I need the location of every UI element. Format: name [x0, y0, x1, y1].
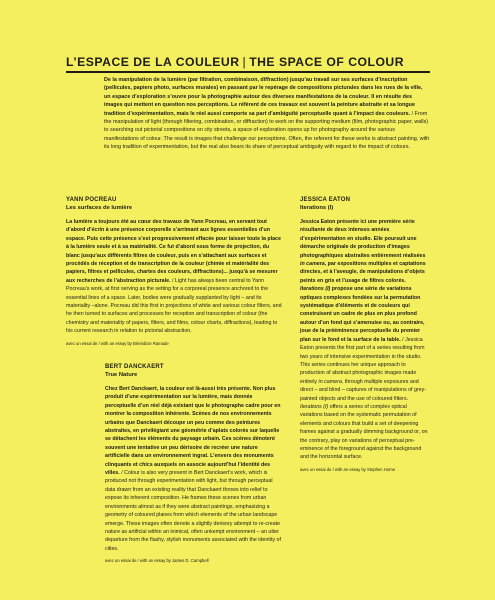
- text-french: La lumière a toujours été au cœur des travaux de Yann Pocreau, en servant tout d’abord d’écrin à une présence corporelle s’arrimant aux lignes essentielles d’un espace. Puis cette présence s’est progressivement effacée pour laisser toute la place à la lumière seule et à sa matérialité. Ce fut d’abord sous forme de projection, du blanc jusqu’aux différents filtres de couleur, puis en s’attachant aux surfaces et procédés de réception et de transcription de la couleur (chimie et matérialité des papiers, filtres et pellicules, chartes des couleurs, diffractions)... jusqu’à se mesurer aux recherches de l’abstraction picturale.: [66, 219, 281, 284]
- intro-french: De la manipulation de la lumière (par filtration, combinaison, diffraction) jusqu’au travail sur ses surfaces d’inscription (pellicules, papiers photo, surfaces murales) en passant par le repérage de compositions picturales dans les rues de la ville, un espace d’exploration s’ouvre pour la photographie autour des diverses manifestations de la couleur. Il en résulte des images qui mettent en question nos perceptions. Le référent de ces travaux est souvent la peinture abstraite et sa longue tradition d’expérimentation, mais le réel aussi comporte sa part d’ambiguïté perceptuelle quant à l’impact des couleurs.: [104, 77, 423, 117]
- danckaert-text: [105, 385, 282, 553]
- text-fragment: , par expositions multiples et captations directes, et à l’aveugle, de manipulations d’objets peints en gris et l’usage de filtres colorés.: [300, 261, 426, 284]
- project-title: True Nature: [105, 372, 138, 378]
- eaton-section: [300, 196, 430, 473]
- italic-term: in camera: [318, 378, 342, 385]
- text-french: [300, 219, 426, 343]
- introduction: [104, 76, 430, 152]
- text-french: Chez Bert Danckaert, la couleur est là-aussi très présente. Non plus produit d’une expérimentation sur la lumière, mais donnée perceptuelle d’un réel déjà existant que le photographe cadre pour en montrer la composition inhérente. Scènes de nos environnements urbains que Danckaert découpe un peu comme des peintures abstraites, en privilégiant une géométrie d’aplats colorés sur laquelle se détachent les éléments du paysage urbain. Ces scènes dénotent souvent une tentative un peu dérisoire de recréer une nature artificielle dans un environnement ingrat. L’envers des monuments clinquants et chics auxquels on associe aujourd’hui l’identité des villes.: [105, 386, 281, 477]
- project-title: Les surfaces de lumière: [66, 205, 133, 211]
- project-title: Iterations (I): [300, 205, 334, 211]
- title-french: L’ESPACE DE LA COULEUR: [66, 55, 240, 69]
- essay-credit: avec un essai de / with an essay by Stephen Horne: [300, 466, 396, 472]
- text-fragment: propose une série de variations optiques complexes fondées sur la permutation systématique d’éléments et de couleurs qui construisent un cadre de plus en plus profond autour d’un fond qui s’amenuise ou, au contraire, joue de la prééminence perceptuelle du premier plan sur le fond et la surface de la table.: [300, 286, 425, 343]
- page-title: [66, 55, 436, 69]
- italic-term: Iterations (I): [300, 286, 331, 293]
- essay-credit: avec un essai de / with an essay by Bénédicte Ramade: [66, 340, 169, 346]
- danckaert-section: [105, 363, 282, 564]
- text-english: / Light has always been central to Yann Pocreau’s work, at first serving as the setting for a corporeal presence anchored to the essential lines of a space. Later, bodies were gradually supplanted by light – and its materiality –alone. Pocreau did this first in projections of white and various colour filters, and he then turned to surfaces and processes for reception and transcription of colour (the chemistry and materiality of papers, filters, and films, colour charts, diffractions), leading to his current research in relation to pictorial abstraction.: [66, 277, 282, 335]
- text-fragment: Jessica Eaton présente ici une première série résultante de deux intenses années d’expérimentation en studio. Elle poursuit une démarche originale de production d’images photographiques abstraites entièrement réalisées: [300, 219, 426, 259]
- title-english: THE SPACE OF COLOUR: [249, 55, 405, 69]
- text-fragment: / Jessica Eaton presents the first part of a series resulting from two years of intensive experimentation in the studio. This series continues her unique approach to production of abstract photographic images made entirely: [300, 336, 425, 385]
- title-separator: |: [242, 55, 247, 69]
- text-fragment: , through multiple exposures and direct – and blind – captures of manipulations of grey-painted objects and the use of coloured filters.: [300, 378, 427, 402]
- pocreau-text: [66, 218, 284, 336]
- author-name: BERT DANCKAERT: [105, 364, 164, 370]
- italic-term: Iterations (I): [300, 403, 329, 410]
- author-name: YANN POCREAU: [66, 197, 117, 203]
- essay-credit: avec un essai de / with an essay by James D. Campbell: [105, 558, 209, 564]
- italic-term: in camera: [300, 261, 325, 268]
- text-fragment: offers a series of complex optical variations based on the systematic permutation of elements and colours that build a set of deepening frames against a gradually dimming background or, on the contrary, play on variations of perceptual pre-eminence of the foreground against the background and the horizontal surface.: [300, 403, 428, 461]
- text-english: [300, 337, 428, 461]
- title-rule: [66, 71, 430, 73]
- author-name: JESSICA EATON: [300, 197, 351, 203]
- intro-english: / From the manipulation of light (through filtering, combination, or diffraction) to work on the supporting medium (film, photographic paper, walls) to searching out pictorial compositions on city streets, a space of exploration opens up for photography around the various manifestations of colour. The result is images that challenge our perceptions. Often, the referent for these works is abstract painting, with its long tradition of experimentation, but the real also bears its share of perceptual ambiguity with regard to the impact of colours.: [104, 110, 430, 151]
- eaton-text: [300, 218, 430, 462]
- pocreau-section: [66, 196, 284, 347]
- text-english: / Colour is also very present in Bert Danckaert’s work, which is produced not through experimentation with light, but through perceptual data drawn from an existing reality that Danckaert throws into relief to expose its inherent composition. He frames these scenes from urban environments almost as if they were abstract paintings, emphasizing a geometry of coloured planes from which elements of the urban landscape emerge. These images often denote a slightly derisory attempt to re-create nature as artificial within an inimical, often unkempt environment – an utter departure from the flashy, stylish monuments associated with the identity of cities.: [105, 470, 281, 552]
